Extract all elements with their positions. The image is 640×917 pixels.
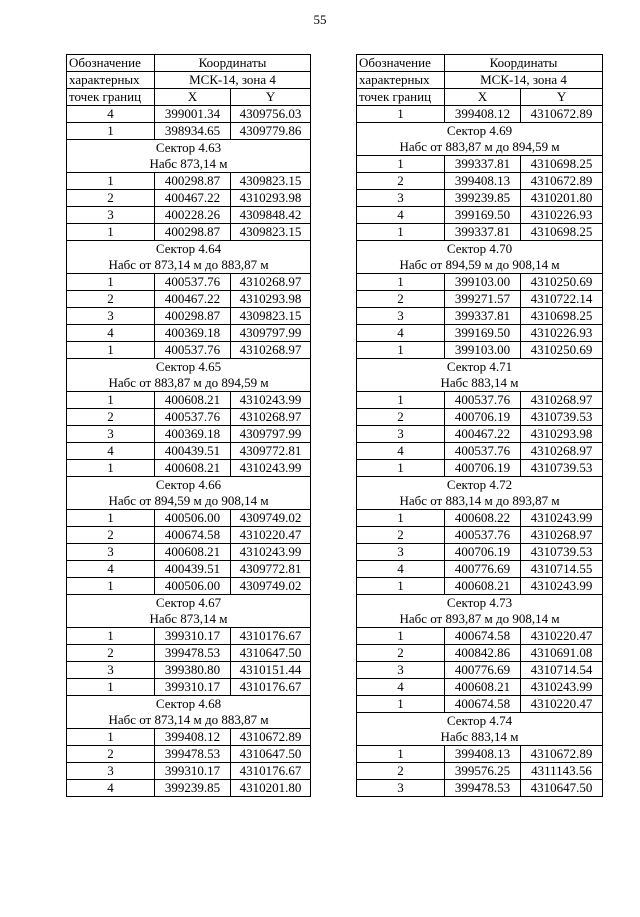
table-row — [67, 460, 311, 477]
table-row — [357, 106, 603, 123]
x-coordinate-cell: 399103.00 — [445, 342, 521, 359]
point-number-cell: 2 — [357, 291, 445, 308]
x-coordinate-cell: 400298.87 — [155, 308, 231, 325]
table-row — [67, 662, 311, 679]
height-row — [67, 611, 311, 628]
point-number-cell: 4 — [67, 780, 155, 797]
point-number-cell: 3 — [67, 308, 155, 325]
sector-title: Сектор 4.63 — [67, 140, 311, 157]
x-coordinate-cell: 399001.34 — [155, 106, 231, 123]
height-label: Набс от 873,14 м до 883,87 м — [67, 257, 311, 274]
y-coordinate-cell: 4310151.44 — [231, 662, 311, 679]
y-coordinate-cell: 4310268.97 — [231, 409, 311, 426]
table-row — [357, 274, 603, 291]
point-number-cell: 1 — [67, 274, 155, 291]
height-row — [67, 712, 311, 729]
x-coordinate-cell: 400608.21 — [155, 460, 231, 477]
point-number-cell: 1 — [67, 578, 155, 595]
height-label: Набс 883,14 м — [357, 375, 603, 392]
x-coordinate-cell: 399380.80 — [155, 662, 231, 679]
table-row — [67, 628, 311, 645]
sector-title-row — [67, 359, 311, 376]
x-coordinate-cell: 400776.69 — [445, 561, 521, 578]
height-label: Набс от 883,87 м до 894,59 м — [67, 375, 311, 392]
y-coordinate-cell: 4310739.53 — [521, 409, 603, 426]
sector-title: Сектор 4.71 — [357, 359, 603, 376]
point-number-cell: 1 — [67, 679, 155, 696]
y-coordinate-cell: 4310268.97 — [521, 392, 603, 409]
point-number-cell: 3 — [67, 662, 155, 679]
sector-title: Сектор 4.70 — [357, 241, 603, 258]
x-coordinate-cell: 399169.50 — [445, 207, 521, 224]
table-row — [357, 443, 603, 460]
height-row — [67, 493, 311, 510]
point-number-cell: 1 — [357, 578, 445, 595]
sector-title-row — [357, 713, 603, 730]
sector-title-row — [67, 477, 311, 494]
height-row — [67, 257, 311, 274]
x-coordinate-cell: 400537.76 — [155, 342, 231, 359]
y-coordinate-cell: 4309779.86 — [231, 123, 311, 140]
header-coordinates: Координаты — [445, 55, 603, 72]
y-coordinate-cell: 4309772.81 — [231, 561, 311, 578]
y-coordinate-cell: 4310176.67 — [231, 628, 311, 645]
y-coordinate-cell: 4310250.69 — [521, 342, 603, 359]
point-number-cell: 4 — [357, 207, 445, 224]
point-number-cell: 1 — [67, 123, 155, 140]
table-row — [67, 729, 311, 746]
height-label: Набс от 893,87 м до 908,14 м — [357, 611, 603, 628]
height-row — [357, 493, 603, 510]
table-row — [67, 190, 311, 207]
point-number-cell: 3 — [357, 544, 445, 561]
height-row — [357, 611, 603, 628]
point-number-cell: 3 — [357, 190, 445, 207]
y-coordinate-cell: 4310220.47 — [521, 696, 603, 713]
table-row — [357, 645, 603, 662]
x-coordinate-cell: 400439.51 — [155, 443, 231, 460]
point-number-cell: 2 — [67, 746, 155, 763]
point-number-cell: 4 — [357, 561, 445, 578]
height-row — [357, 257, 603, 274]
x-coordinate-cell: 399310.17 — [155, 679, 231, 696]
table-row — [67, 325, 311, 342]
table-row — [67, 392, 311, 409]
height-label: Набс от 873,14 м до 883,87 м — [67, 712, 311, 729]
point-number-cell: 4 — [67, 561, 155, 578]
header-designation-line2: характерных — [357, 72, 445, 89]
y-coordinate-cell: 4310714.54 — [521, 662, 603, 679]
table-row — [357, 780, 603, 797]
x-coordinate-cell: 400439.51 — [155, 561, 231, 578]
height-label: Набс 873,14 м — [67, 611, 311, 628]
point-number-cell: 1 — [357, 510, 445, 527]
table-row — [357, 746, 603, 763]
point-number-cell: 1 — [357, 460, 445, 477]
x-coordinate-cell: 400674.58 — [155, 527, 231, 544]
x-coordinate-cell: 400608.21 — [155, 544, 231, 561]
y-coordinate-cell: 4310672.89 — [521, 746, 603, 763]
table-row — [67, 409, 311, 426]
point-number-cell: 3 — [67, 544, 155, 561]
point-number-cell: 1 — [357, 274, 445, 291]
y-coordinate-cell: 4310672.89 — [521, 106, 603, 123]
header-system: МСК-14, зона 4 — [155, 72, 311, 89]
x-coordinate-cell: 399239.85 — [155, 780, 231, 797]
y-coordinate-cell: 4310226.93 — [521, 325, 603, 342]
point-number-cell: 1 — [357, 746, 445, 763]
y-coordinate-cell: 4310243.99 — [231, 544, 311, 561]
sector-title: Сектор 4.72 — [357, 477, 603, 494]
x-coordinate-cell: 399239.85 — [445, 190, 521, 207]
x-coordinate-cell: 399408.13 — [445, 173, 521, 190]
table-row — [357, 510, 603, 527]
y-coordinate-cell: 4309823.15 — [231, 173, 311, 190]
header-y: Y — [521, 89, 603, 106]
y-coordinate-cell: 4310201.80 — [521, 190, 603, 207]
table-row — [357, 578, 603, 595]
point-number-cell: 1 — [357, 628, 445, 645]
coordinates-table-left — [66, 54, 311, 797]
point-number-cell: 3 — [67, 426, 155, 443]
table-row — [67, 527, 311, 544]
table-row — [357, 342, 603, 359]
height-row — [67, 156, 311, 173]
height-row — [357, 729, 603, 746]
table-row — [67, 224, 311, 241]
point-number-cell: 1 — [357, 342, 445, 359]
table-row — [357, 426, 603, 443]
table-row — [67, 679, 311, 696]
header-system: МСК-14, зона 4 — [445, 72, 603, 89]
header-designation-line1: Обозначение — [67, 55, 155, 72]
height-label: Набс от 894,59 м до 908,14 м — [67, 493, 311, 510]
y-coordinate-cell: 4310698.25 — [521, 308, 603, 325]
x-coordinate-cell: 400706.19 — [445, 544, 521, 561]
x-coordinate-cell: 400298.87 — [155, 224, 231, 241]
y-coordinate-cell: 4310243.99 — [231, 460, 311, 477]
y-coordinate-cell: 4310220.47 — [231, 527, 311, 544]
table-row — [357, 460, 603, 477]
table-row — [357, 544, 603, 561]
y-coordinate-cell: 4310714.55 — [521, 561, 603, 578]
x-coordinate-cell: 400537.76 — [155, 409, 231, 426]
y-coordinate-cell: 4309848.42 — [231, 207, 311, 224]
y-coordinate-cell: 4310176.67 — [231, 679, 311, 696]
y-coordinate-cell: 4309772.81 — [231, 443, 311, 460]
table-row — [67, 561, 311, 578]
y-coordinate-cell: 4309756.03 — [231, 106, 311, 123]
point-number-cell: 2 — [67, 645, 155, 662]
x-coordinate-cell: 400776.69 — [445, 662, 521, 679]
sector-title: Сектор 4.65 — [67, 359, 311, 376]
sector-title-row — [67, 696, 311, 713]
y-coordinate-cell: 4309823.15 — [231, 224, 311, 241]
x-coordinate-cell: 399478.53 — [155, 645, 231, 662]
point-number-cell: 1 — [67, 510, 155, 527]
table-row — [67, 106, 311, 123]
table-row — [67, 291, 311, 308]
table-row — [67, 510, 311, 527]
point-number-cell: 2 — [357, 763, 445, 780]
table-row — [67, 308, 311, 325]
table-row — [357, 628, 603, 645]
table-row — [67, 443, 311, 460]
sector-title-row — [67, 241, 311, 258]
y-coordinate-cell: 4310739.53 — [521, 544, 603, 561]
table-row — [357, 156, 603, 173]
point-number-cell: 2 — [357, 527, 445, 544]
y-coordinate-cell: 4310268.97 — [521, 527, 603, 544]
x-coordinate-cell: 399310.17 — [155, 628, 231, 645]
table-row — [357, 190, 603, 207]
point-number-cell: 3 — [357, 662, 445, 679]
height-row — [67, 375, 311, 392]
point-number-cell: 2 — [357, 173, 445, 190]
y-coordinate-cell: 4311143.56 — [521, 763, 603, 780]
coordinates-table-right — [356, 54, 603, 797]
table-row — [67, 123, 311, 140]
table-row — [357, 325, 603, 342]
x-coordinate-cell: 399169.50 — [445, 325, 521, 342]
y-coordinate-cell: 4310672.89 — [521, 173, 603, 190]
y-coordinate-cell: 4310243.99 — [231, 392, 311, 409]
x-coordinate-cell: 400537.76 — [445, 392, 521, 409]
x-coordinate-cell: 400467.22 — [445, 426, 521, 443]
x-coordinate-cell: 400228.26 — [155, 207, 231, 224]
y-coordinate-cell: 4310268.97 — [231, 274, 311, 291]
point-number-cell: 1 — [67, 342, 155, 359]
table-row — [67, 173, 311, 190]
sector-title-row — [357, 123, 603, 140]
table-row — [357, 527, 603, 544]
point-number-cell: 2 — [357, 645, 445, 662]
y-coordinate-cell: 4310226.93 — [521, 207, 603, 224]
point-number-cell: 3 — [67, 763, 155, 780]
point-number-cell: 2 — [67, 291, 155, 308]
y-coordinate-cell: 4310647.50 — [521, 780, 603, 797]
y-coordinate-cell: 4310201.80 — [231, 780, 311, 797]
y-coordinate-cell: 4310268.97 — [521, 443, 603, 460]
point-number-cell: 1 — [357, 224, 445, 241]
table-row — [357, 763, 603, 780]
y-coordinate-cell: 4310647.50 — [231, 746, 311, 763]
point-number-cell: 4 — [357, 443, 445, 460]
table-row — [67, 274, 311, 291]
page-number: 55 — [313, 12, 327, 27]
header-designation-line3: точек границ — [67, 89, 155, 106]
y-coordinate-cell: 4310243.99 — [521, 578, 603, 595]
header-x: X — [155, 89, 231, 106]
point-number-cell: 4 — [67, 443, 155, 460]
table-row — [67, 578, 311, 595]
x-coordinate-cell: 400842.86 — [445, 645, 521, 662]
sector-title-row — [67, 595, 311, 612]
sector-title: Сектор 4.64 — [67, 241, 311, 258]
point-number-cell: 1 — [357, 392, 445, 409]
sector-title-row — [357, 359, 603, 376]
y-coordinate-cell: 4309749.02 — [231, 510, 311, 527]
x-coordinate-cell: 400608.21 — [445, 578, 521, 595]
x-coordinate-cell: 399576.25 — [445, 763, 521, 780]
table-row — [357, 392, 603, 409]
y-coordinate-cell: 4310293.98 — [231, 291, 311, 308]
x-coordinate-cell: 400369.18 — [155, 325, 231, 342]
y-coordinate-cell: 4310243.99 — [521, 679, 603, 696]
y-coordinate-cell: 4310243.99 — [521, 510, 603, 527]
y-coordinate-cell: 4310293.98 — [521, 426, 603, 443]
x-coordinate-cell: 400706.19 — [445, 460, 521, 477]
point-number-cell: 1 — [67, 173, 155, 190]
y-coordinate-cell: 4310268.97 — [231, 342, 311, 359]
point-number-cell: 3 — [357, 780, 445, 797]
x-coordinate-cell: 400537.76 — [445, 443, 521, 460]
height-row — [357, 139, 603, 156]
x-coordinate-cell: 399337.81 — [445, 224, 521, 241]
x-coordinate-cell: 399478.53 — [445, 780, 521, 797]
x-coordinate-cell: 399337.81 — [445, 156, 521, 173]
table-row — [357, 409, 603, 426]
table-row — [357, 308, 603, 325]
table-row — [357, 173, 603, 190]
table-row — [67, 746, 311, 763]
table-row — [67, 780, 311, 797]
x-coordinate-cell: 400298.87 — [155, 173, 231, 190]
height-label: Набс 883,14 м — [357, 729, 603, 746]
header-x: X — [445, 89, 521, 106]
x-coordinate-cell: 399103.00 — [445, 274, 521, 291]
header-designation-line2: характерных — [67, 72, 155, 89]
y-coordinate-cell: 4310698.25 — [521, 224, 603, 241]
height-label: Набс от 894,59 м до 908,14 м — [357, 257, 603, 274]
y-coordinate-cell: 4310220.47 — [521, 628, 603, 645]
table-row — [67, 763, 311, 780]
y-coordinate-cell: 4309797.99 — [231, 426, 311, 443]
table-row — [357, 291, 603, 308]
x-coordinate-cell: 400506.00 — [155, 578, 231, 595]
point-number-cell: 4 — [357, 325, 445, 342]
sector-title: Сектор 4.69 — [357, 123, 603, 140]
y-coordinate-cell: 4309749.02 — [231, 578, 311, 595]
sector-title: Сектор 4.73 — [357, 595, 603, 612]
x-coordinate-cell: 398934.65 — [155, 123, 231, 140]
x-coordinate-cell: 399310.17 — [155, 763, 231, 780]
y-coordinate-cell: 4310250.69 — [521, 274, 603, 291]
x-coordinate-cell: 400506.00 — [155, 510, 231, 527]
x-coordinate-cell: 400608.22 — [445, 510, 521, 527]
sector-title-row — [357, 241, 603, 258]
x-coordinate-cell: 400608.21 — [445, 679, 521, 696]
point-number-cell: 2 — [357, 409, 445, 426]
point-number-cell: 1 — [67, 392, 155, 409]
sector-title-row — [357, 477, 603, 494]
point-number-cell: 4 — [67, 106, 155, 123]
point-number-cell: 2 — [67, 190, 155, 207]
sector-title-row — [67, 140, 311, 157]
x-coordinate-cell: 400706.19 — [445, 409, 521, 426]
point-number-cell: 3 — [357, 308, 445, 325]
x-coordinate-cell: 399408.13 — [445, 746, 521, 763]
table-row — [67, 207, 311, 224]
y-coordinate-cell: 4310691.08 — [521, 645, 603, 662]
y-coordinate-cell: 4310647.50 — [231, 645, 311, 662]
x-coordinate-cell: 399408.12 — [445, 106, 521, 123]
point-number-cell: 1 — [357, 156, 445, 173]
y-coordinate-cell: 4309823.15 — [231, 308, 311, 325]
y-coordinate-cell: 4310176.67 — [231, 763, 311, 780]
header-coordinates: Координаты — [155, 55, 311, 72]
header-designation-line1: Обозначение — [357, 55, 445, 72]
point-number-cell: 1 — [67, 628, 155, 645]
table-row — [67, 544, 311, 561]
x-coordinate-cell: 400674.58 — [445, 696, 521, 713]
point-number-cell: 3 — [67, 207, 155, 224]
x-coordinate-cell: 400674.58 — [445, 628, 521, 645]
table-row — [357, 696, 603, 713]
x-coordinate-cell: 400608.21 — [155, 392, 231, 409]
height-row — [357, 375, 603, 392]
table-row — [357, 207, 603, 224]
y-coordinate-cell: 4310698.25 — [521, 156, 603, 173]
point-number-cell: 3 — [357, 426, 445, 443]
point-number-cell: 1 — [357, 696, 445, 713]
x-coordinate-cell: 399408.12 — [155, 729, 231, 746]
x-coordinate-cell: 399271.57 — [445, 291, 521, 308]
table-row — [357, 662, 603, 679]
x-coordinate-cell: 400537.76 — [155, 274, 231, 291]
point-number-cell: 1 — [67, 224, 155, 241]
sector-title: Сектор 4.66 — [67, 477, 311, 494]
table-row — [67, 426, 311, 443]
header-designation-line3: точек границ — [357, 89, 445, 106]
x-coordinate-cell: 400467.22 — [155, 190, 231, 207]
point-number-cell: 4 — [357, 679, 445, 696]
x-coordinate-cell: 399337.81 — [445, 308, 521, 325]
sector-title-row — [357, 595, 603, 612]
table-row — [67, 645, 311, 662]
y-coordinate-cell: 4309797.99 — [231, 325, 311, 342]
table-row — [357, 561, 603, 578]
point-number-cell: 4 — [67, 325, 155, 342]
point-number-cell: 1 — [67, 729, 155, 746]
point-number-cell: 1 — [67, 460, 155, 477]
height-label: Набс от 883,87 м до 894,59 м — [357, 139, 603, 156]
y-coordinate-cell: 4310739.53 — [521, 460, 603, 477]
point-number-cell: 2 — [67, 409, 155, 426]
x-coordinate-cell: 400369.18 — [155, 426, 231, 443]
table-row — [357, 679, 603, 696]
sector-title: Сектор 4.68 — [67, 696, 311, 713]
y-coordinate-cell: 4310672.89 — [231, 729, 311, 746]
header-y: Y — [231, 89, 311, 106]
height-label: Набс 873,14 м — [67, 156, 311, 173]
table-row — [357, 224, 603, 241]
x-coordinate-cell: 399478.53 — [155, 746, 231, 763]
point-number-cell: 2 — [67, 527, 155, 544]
x-coordinate-cell: 400467.22 — [155, 291, 231, 308]
height-label: Набс от 883,14 м до 893,87 м — [357, 493, 603, 510]
sector-title: Сектор 4.67 — [67, 595, 311, 612]
y-coordinate-cell: 4310722.14 — [521, 291, 603, 308]
table-row — [67, 342, 311, 359]
y-coordinate-cell: 4310293.98 — [231, 190, 311, 207]
point-number-cell: 1 — [357, 106, 445, 123]
sector-title: Сектор 4.74 — [357, 713, 603, 730]
x-coordinate-cell: 400537.76 — [445, 527, 521, 544]
